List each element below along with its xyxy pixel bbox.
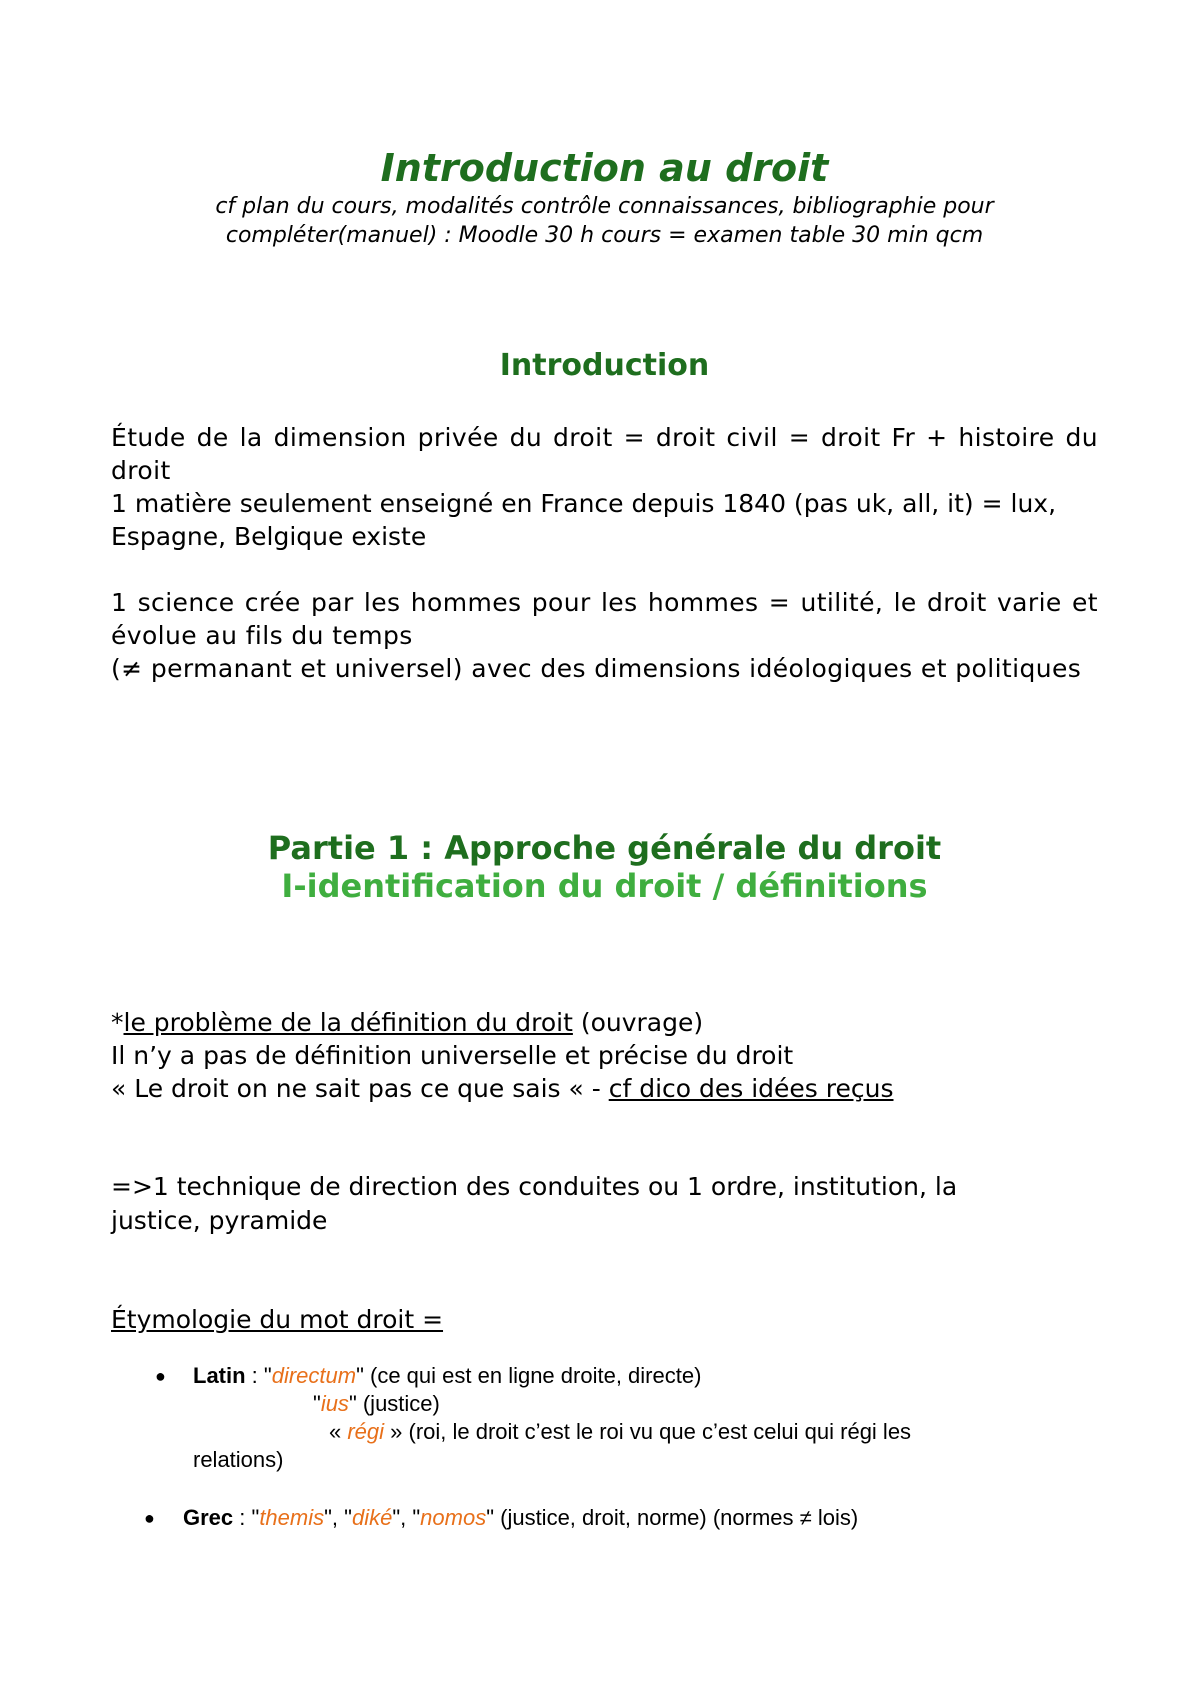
bullet-icon: ● <box>144 1508 155 1528</box>
grec-line: Grec : "themis", "diké", "nomos" (justice, droit, norme) (normes ≠ lois) <box>183 1505 859 1530</box>
technique-line-1: =>1 technique de direction des conduites ou 1 ordre, institution, la <box>111 1172 958 1201</box>
definition-line-1 <box>111 1006 703 1039</box>
definition-problem: le problème de la définition du droit <box>123 1008 573 1037</box>
latin-line-2: "ius" (justice) <box>313 1391 440 1416</box>
definition-problem-note: (ouvrage) <box>572 1008 704 1037</box>
intro-text-2: 1 matière seulement enseigné en France depuis 1840 (pas uk, all, it) = lux, Espagne, Belgique existe <box>111 489 1057 551</box>
latin-word-directum: directum <box>271 1363 357 1388</box>
bullet-icon: ● <box>155 1366 166 1386</box>
document-page <box>111 0 1098 1696</box>
definition-line-2: Il n’y a pas de définition universelle et précise du droit <box>111 1041 794 1070</box>
latin-line-1: Latin : "directum" (ce qui est en ligne droite, directe) <box>193 1363 702 1388</box>
grec-word-themis: themis <box>259 1505 325 1530</box>
document-subtitle <box>111 192 1098 250</box>
etymology-heading: Étymologie du mot droit = <box>111 1305 444 1334</box>
section-heading: I-identification du droit / définitions <box>281 867 928 905</box>
definition-star: * <box>111 1008 124 1037</box>
part-heading: Partie 1 : Approche générale du droit <box>267 829 942 867</box>
grec-item <box>111 1504 1098 1534</box>
grec-label: Grec <box>183 1505 234 1530</box>
intro-text-3: 1 science crée par les hommes pour les hommes = utilité, le droit varie et évolue au fils du temps <box>111 588 1098 650</box>
document-title: Introduction au droit <box>380 146 829 190</box>
intro-text-4: (≠ permanant et universel) avec des dimensions idéologiques et politiques <box>111 654 1082 683</box>
latin-label: Latin <box>193 1363 246 1388</box>
intro-text-1: Étude de la dimension privée du droit = droit civil = droit Fr + histoire du droit <box>111 423 1098 485</box>
grec-word-dike: diké <box>351 1505 393 1530</box>
intro-paragraph-2 <box>111 586 1098 685</box>
subtitle-line-2: compléter(manuel) : Moodle 30 h cours = examen table 30 min qcm <box>225 223 984 248</box>
grec-word-nomos: nomos <box>420 1505 487 1530</box>
definition-line-3 <box>111 1072 894 1105</box>
technique-line-2: justice, pyramide <box>111 1206 328 1235</box>
latin-line-4: relations) <box>193 1447 284 1472</box>
definition-quote: « Le droit on ne sait pas ce que sais « - <box>111 1074 609 1103</box>
subtitle-line-1: cf plan du cours, modalités contrôle connaissances, bibliographie pour <box>215 194 994 219</box>
latin-line-3: « régi » (roi, le droit c’est le roi vu que c’est celui qui régi les <box>329 1419 912 1444</box>
latin-word-ius: ius <box>320 1391 349 1416</box>
definition-reference: cf dico des idées reçus <box>608 1074 894 1103</box>
introduction-heading: Introduction <box>499 348 710 383</box>
latin-word-regi: régi <box>347 1419 385 1444</box>
latin-item <box>111 1362 1098 1472</box>
intro-paragraph-1 <box>111 421 1098 553</box>
